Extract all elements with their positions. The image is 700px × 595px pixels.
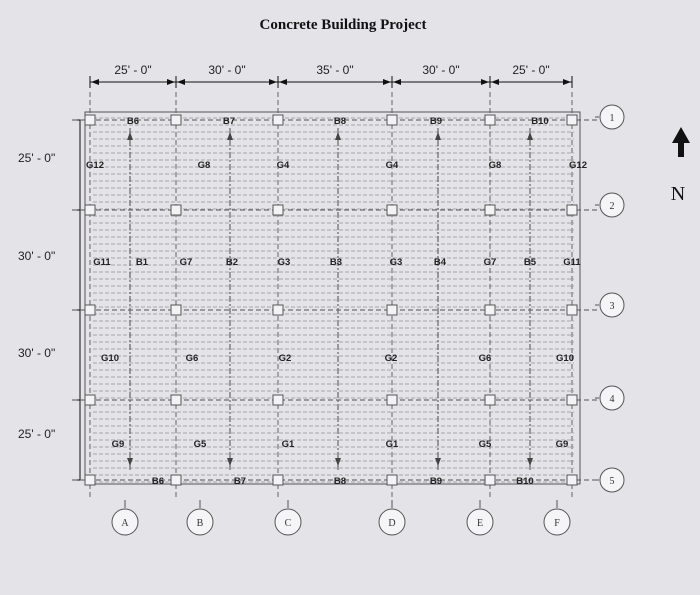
column [85, 395, 95, 405]
column [171, 115, 181, 125]
column [171, 205, 181, 215]
row4-girder-label: G10 [101, 353, 119, 364]
column [387, 115, 397, 125]
row2-girder-label: G12 [569, 160, 587, 171]
row2-girder-label: G8 [488, 160, 502, 171]
dim-arrow-icon [383, 79, 391, 85]
grid-bubble-label: 1 [609, 113, 615, 124]
left-dimension-label: 25' - 0" [18, 151, 56, 165]
bottom-beam-label: B8 [333, 476, 347, 487]
column [485, 475, 495, 485]
dim-arrow-icon [563, 79, 571, 85]
grid-bubble-label: D [388, 518, 396, 529]
column [485, 205, 495, 215]
grid-bubble-label: F [554, 518, 560, 529]
row2-girder-label: G8 [197, 160, 211, 171]
bottom-beam-label: B7 [233, 476, 247, 487]
dim-arrow-icon [91, 79, 99, 85]
column [387, 305, 397, 315]
column [171, 305, 181, 315]
column [567, 205, 577, 215]
bottom-beam-label: B6 [151, 476, 165, 487]
row2-girder-label: G4 [385, 160, 399, 171]
row5-girder-label: G5 [193, 439, 207, 450]
column [567, 475, 577, 485]
left-dimension-chain [18, 120, 86, 480]
beam-arrow-icon [435, 458, 441, 466]
dim-arrow-icon [279, 79, 287, 85]
column [567, 305, 577, 315]
row3-label: B2 [225, 257, 239, 268]
row4-girder-label: G6 [478, 353, 492, 364]
row5-girder-label: G1 [281, 439, 295, 450]
grid-bubble-label: 5 [609, 476, 615, 487]
beam-arrow-icon [335, 132, 341, 140]
row4-girder-label: G6 [185, 353, 199, 364]
left-dimension-label: 25' - 0" [18, 427, 56, 441]
row3-label: G3 [389, 257, 403, 268]
row2-girder-label: G4 [276, 160, 290, 171]
left-dimension-label: 30' - 0" [18, 346, 56, 360]
dim-arrow-icon [393, 79, 401, 85]
column [387, 205, 397, 215]
top-beam-label: B10 [531, 116, 549, 127]
row5-girder-label: G9 [555, 439, 569, 450]
row5-girder-label: G9 [111, 439, 125, 450]
column [85, 115, 95, 125]
grid-bubble-label: 2 [609, 201, 615, 212]
column [85, 475, 95, 485]
dim-arrow-icon [177, 79, 185, 85]
row5-girder-label: G5 [478, 439, 492, 450]
top-dimension-label: 35' - 0" [316, 63, 354, 77]
column [273, 475, 283, 485]
column [485, 395, 495, 405]
column [273, 115, 283, 125]
row3-label: B5 [523, 257, 537, 268]
column [273, 205, 283, 215]
top-dimension-chain [90, 63, 572, 88]
column [387, 395, 397, 405]
grid-bubble-label: A [121, 518, 129, 529]
row3-label: G11 [563, 257, 581, 268]
row4-girder-label: G2 [384, 353, 398, 364]
slab-joists [85, 112, 580, 484]
beam-arrow-icon [227, 458, 233, 466]
column [273, 395, 283, 405]
left-dimension-label: 30' - 0" [18, 249, 56, 263]
beam-arrow-icon [527, 458, 533, 466]
grid-bubble-label: C [284, 518, 292, 529]
column [485, 305, 495, 315]
top-dimension-label: 25' - 0" [512, 63, 550, 77]
top-beam-label: B6 [126, 116, 140, 127]
top-beam-label: B7 [222, 116, 236, 127]
grid-bubble-label: 3 [609, 301, 615, 312]
north-label: N [670, 183, 686, 205]
drawing-title: Concrete Building Project [259, 17, 427, 33]
row3-label: G3 [277, 257, 291, 268]
top-dimension-label: 30' - 0" [422, 63, 460, 77]
beam-arrow-icon [127, 458, 133, 466]
slab-outline [85, 112, 580, 484]
row3-label: G11 [93, 257, 111, 268]
dim-arrow-icon [491, 79, 499, 85]
column [567, 395, 577, 405]
grid-bubble-label: B [196, 518, 204, 529]
beam-arrow-icon [435, 132, 441, 140]
column [387, 475, 397, 485]
grid-bubble-label: E [476, 518, 484, 529]
column [171, 475, 181, 485]
column [567, 115, 577, 125]
row5-girder-label: G1 [385, 439, 399, 450]
row3-label: G7 [179, 257, 193, 268]
north-arrow-icon [672, 127, 690, 157]
dim-arrow-icon [481, 79, 489, 85]
beam-arrow-icon [227, 132, 233, 140]
column [85, 205, 95, 215]
top-dimension-label: 25' - 0" [114, 63, 152, 77]
column [171, 395, 181, 405]
top-beam-label: B9 [429, 116, 443, 127]
north-arrow [671, 127, 690, 205]
bottom-beam-label: B10 [516, 476, 534, 487]
column [485, 115, 495, 125]
beam-arrow-icon [335, 458, 341, 466]
row3-label: B4 [433, 257, 447, 268]
grid-bubble-label: 4 [609, 394, 615, 405]
column [85, 305, 95, 315]
row3-label: B1 [135, 257, 149, 268]
row4-girder-label: G10 [556, 353, 574, 364]
bottom-beam-label: B9 [429, 476, 443, 487]
row3-label: B3 [329, 257, 343, 268]
row2-girder-label: G12 [86, 160, 104, 171]
grid-bubbles [112, 105, 624, 535]
dim-arrow-icon [269, 79, 277, 85]
column [273, 305, 283, 315]
row3-label: G7 [483, 257, 497, 268]
member-labels [86, 116, 587, 487]
dim-arrow-icon [167, 79, 175, 85]
beam-arrow-icon [527, 132, 533, 140]
top-dimension-label: 30' - 0" [208, 63, 246, 77]
row4-girder-label: G2 [278, 353, 292, 364]
beam-arrow-icon [127, 132, 133, 140]
top-beam-label: B8 [333, 116, 347, 127]
